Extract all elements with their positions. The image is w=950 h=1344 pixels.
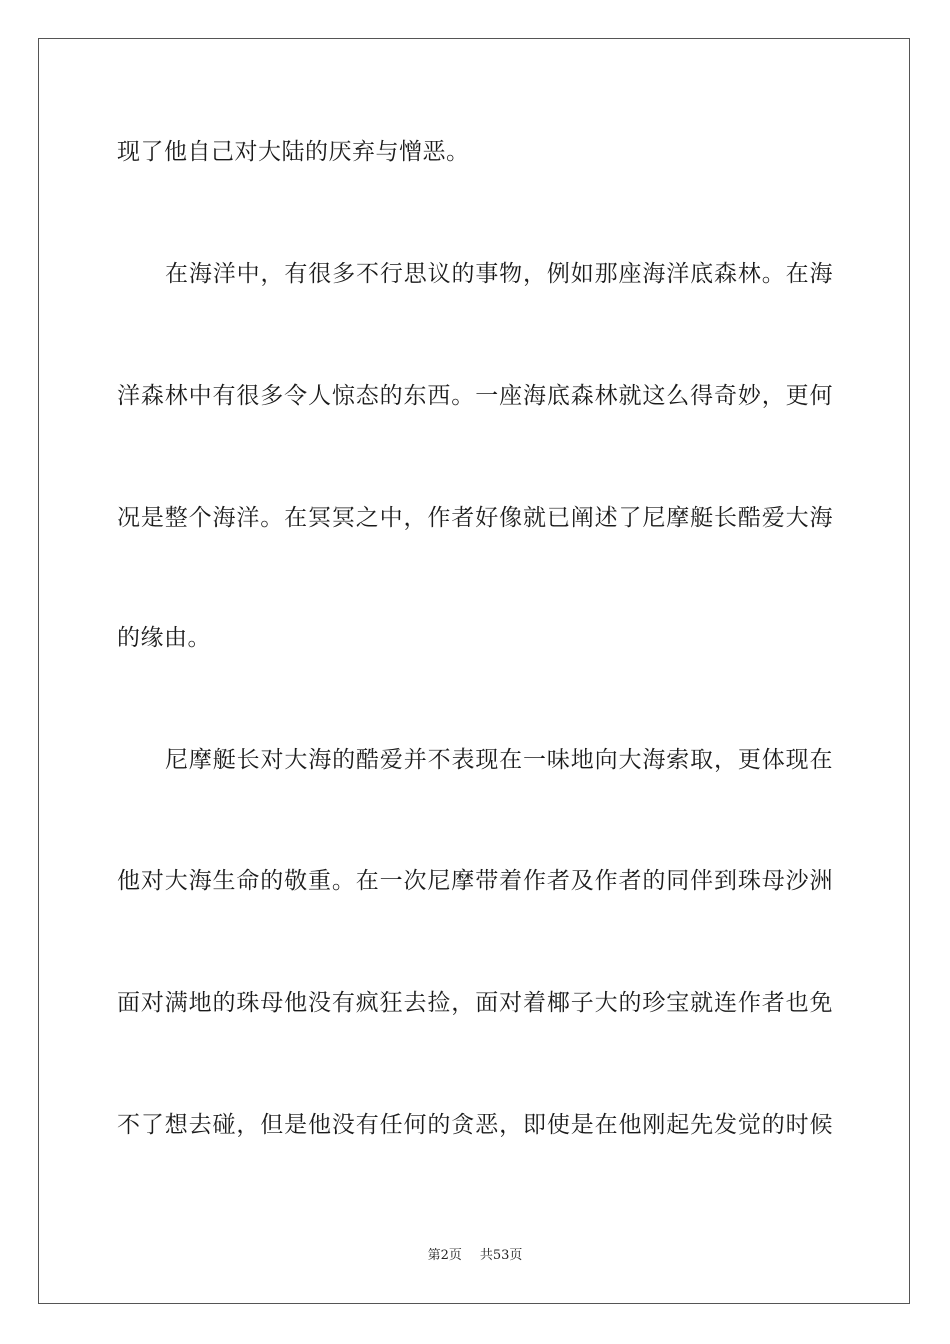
paragraph-line: 面对满地的珠母他没有疯狂去捡，面对着椰子大的珍宝就连作者也免 (117, 990, 833, 1016)
paragraph-line: 现了他自己对大陆的厌弃与憎恶。 (117, 139, 470, 165)
paragraph-line: 不了想去碰，但是他没有任何的贪恶，即使是在他刚起先发觉的时候 (117, 1112, 833, 1138)
paragraph-line: 况是整个海洋。在冥冥之中，作者好像就已阐述了尼摩艇长酷爱大海 (117, 505, 833, 531)
page-total: 共53页 (479, 1248, 523, 1263)
paragraph-line: 他对大海生命的敬重。在一次尼摩带着作者及作者的同伴到珠母沙洲 (117, 868, 833, 894)
page-number: 第2页 (427, 1248, 462, 1263)
page-footer (0, 1247, 950, 1265)
paragraph-line: 尼摩艇长对大海的酷爱并不表现在一味地向大海索取，更体现在 (165, 747, 833, 773)
paragraph-line: 在海洋中，有很多不行思议的事物，例如那座海洋底森林。在海 (165, 261, 833, 287)
paragraph-line: 洋森林中有很多令人惊态的东西。一座海底森林就这么得奇妙，更何 (117, 383, 833, 409)
paragraph-line: 的缘由。 (117, 625, 211, 651)
